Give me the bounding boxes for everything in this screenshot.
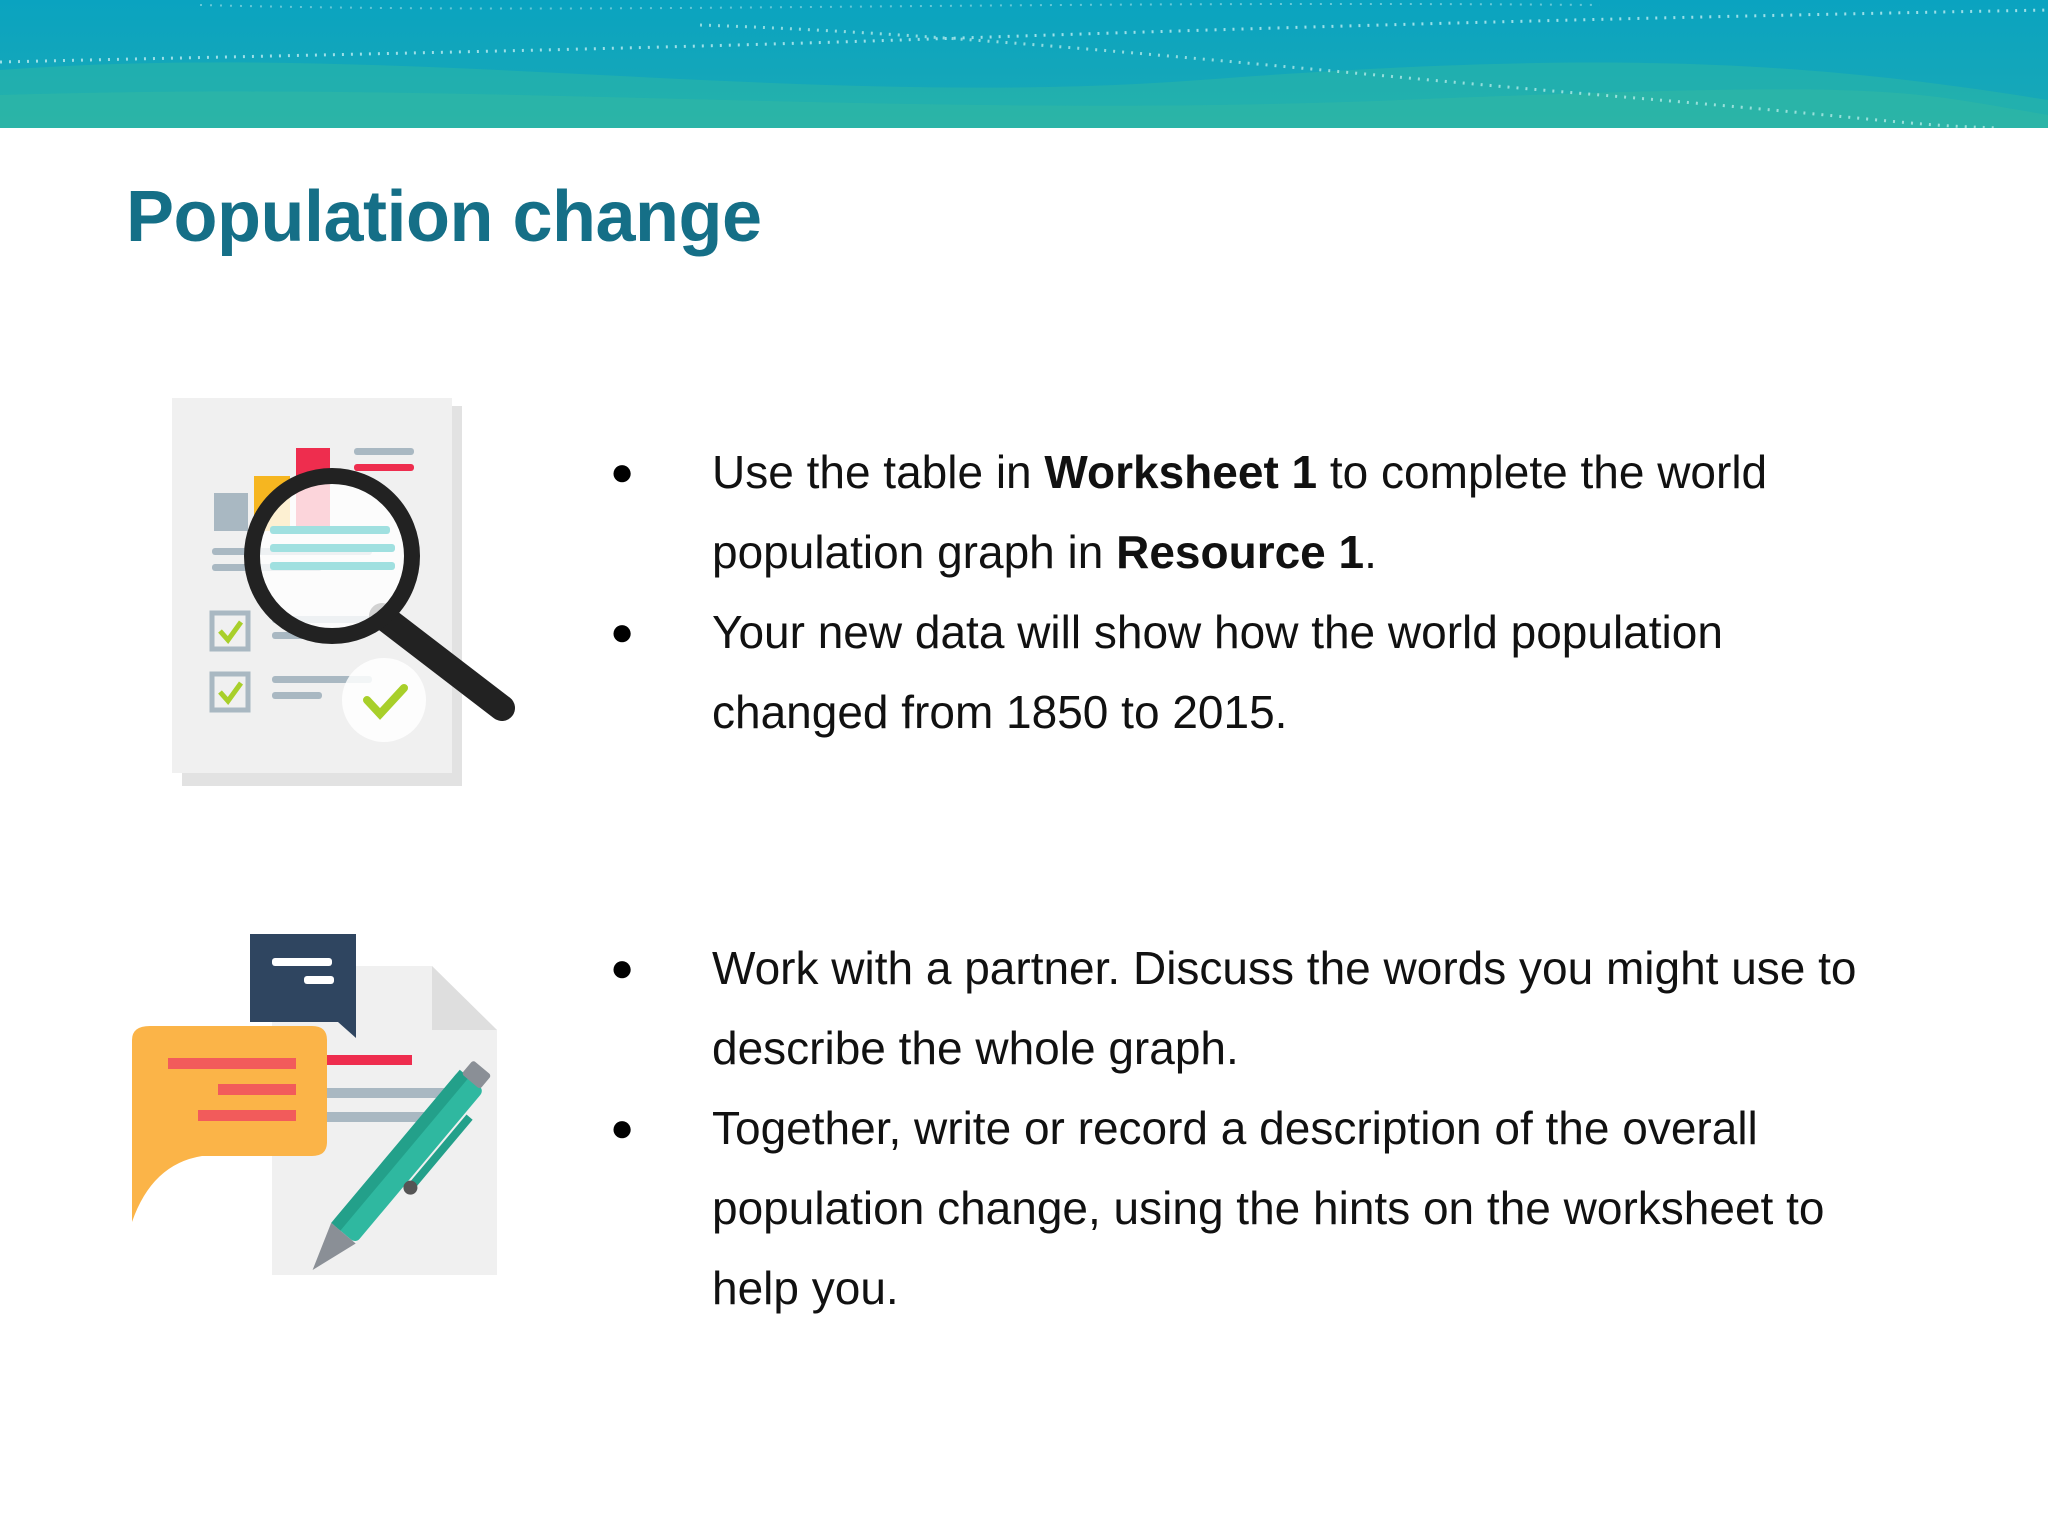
text-segment: Use the table in — [712, 446, 1045, 498]
bullet-item — [610, 1088, 1870, 1328]
text-segment: Work with a partner. Discuss the words you might use to describe the whole graph. — [712, 942, 1857, 1074]
bullet-item — [610, 592, 1870, 752]
bullet-item — [610, 928, 1870, 1088]
magnifier-report-icon — [172, 398, 522, 793]
text-segment: to complete the world population graph in — [712, 446, 1768, 578]
text-segment: . — [1364, 526, 1377, 578]
bullet-list-worksheet — [610, 432, 1870, 752]
bullet-dot: ● — [610, 946, 635, 990]
bullet-text — [712, 1088, 1870, 1328]
text-segment: Your new data will show how the world population changed from 1850 to 2015. — [712, 606, 1723, 738]
bullet-list-discussion — [610, 928, 1870, 1328]
bold-text: Resource 1 — [1116, 526, 1365, 578]
bullet-text — [712, 432, 1870, 592]
bullet-dot: ● — [610, 610, 635, 654]
text-segment: Together, write or record a description of the overall population change, using the hints on the worksheet to help you. — [712, 1102, 1825, 1314]
discussion-document-pen-icon — [132, 930, 542, 1300]
bold-text: Worksheet 1 — [1044, 446, 1318, 498]
header-banner — [0, 0, 2048, 128]
bullet-dot: ● — [610, 450, 635, 494]
page-title: Population change — [126, 177, 762, 257]
bullet-text — [712, 592, 1870, 752]
bullet-dot: ● — [610, 1106, 635, 1150]
bullet-text — [712, 928, 1870, 1088]
bullet-item — [610, 432, 1870, 592]
